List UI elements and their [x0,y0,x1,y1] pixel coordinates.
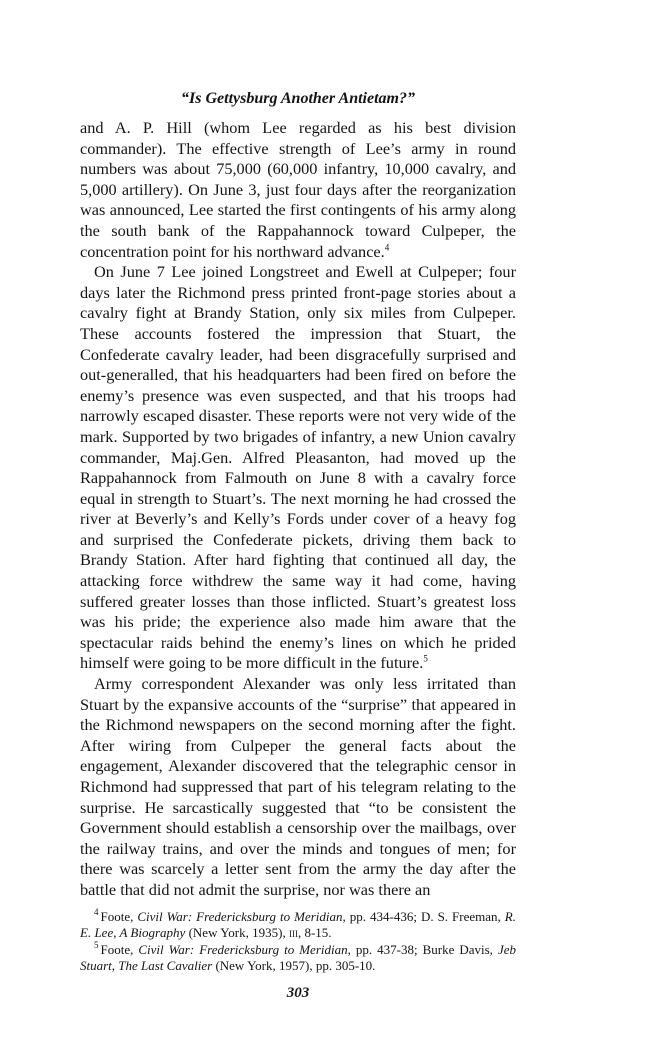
paragraph-2 [80,262,516,674]
running-head: “Is Gettysburg Another Antietam?” [181,90,415,107]
footnote-segment: Foote, [100,941,139,957]
paragraph-text: On June 7 Lee joined Longstreet and Ewell at Culpeper; four days later the Richmond press printed front-page stories about a cavalry fight at Brandy Station, only six miles from Culpeper. These accounts fostered the impression that Stuart, the Confederate cavalry leader, had been disgracefully surprised and out-generalled, that his headquarters had been fired on before the enemy’s presence was even suspected, and that his troops had narrowly escaped disaster. These reports were not very wide of the mark. Supported by two brigades of infantry, a new Union cavalry commander, Maj.Gen. Alfred Pleasanton, had moved up the Rappahannock from Falmouth on June 8 with a cavalry force equal in strength to Stuart’s. The next morning he had crossed the river at Beverly’s and Kelly’s Fords under cover of a heavy fog and surprised the Confederate pickets, driving them back to Brandy Station. After hard fighting that continued all day, the attacking force withdrew the same way it had come, having suffered greater losses than those inflicted. Stuart’s greatest loss was his pride; the experience also made him aware that the spectacular raids behind the enemy’s lines on which he prided himself were going to be more difficult in the future. [80,262,516,673]
footnote-ref-4: 4 [384,242,390,253]
footnote-text [80,942,516,974]
footnote-number: 4 [94,907,99,918]
footnote-segment: Foote, [100,908,138,924]
footnote-segment: (New York, 1957), pp. 305-10. [212,958,376,974]
body-text [80,118,516,901]
footnote-text [80,909,516,941]
paragraph-1 [80,118,516,262]
footnote-segment: Civil War: Fredericksburg to Meridian, [138,941,351,957]
footnote-segment: Jeb Stuart, The Last Cavalier [80,941,516,974]
footnote-number: 5 [94,940,99,951]
footnote-ref-5: 5 [423,654,428,665]
footnote-5 [80,942,516,975]
footnote-segment: pp. 434-436; D. S. Freeman, [345,908,505,924]
paragraph-3 [80,674,516,901]
footnotes [80,909,516,975]
footnote-segment: iii [288,925,298,941]
footnote-4 [80,909,516,942]
footnote-segment: Civil War: Fredericksburg to Meridian, [137,908,346,924]
page-number: 303 [286,984,310,1001]
paragraph-text: and A. P. Hill (whom Lee regarded as his best division commander). The effective strength of Lee’s army in round numbers was about 75,000 (60,000 infantry, 10,000 cavalry, and 5,000 artillery). On June 3, just four days after the reorganization was announced, Lee started the first contingents of his army along the south bank of the Rappahannock toward Culpeper, the concentration point for his northward advance. [80,118,516,261]
footnote-segment: R. E. Lee, A Biography [80,908,516,941]
book-page [80,88,516,1002]
footnote-segment: (New York, 1935), [185,925,289,941]
footnote-segment: , 8-15. [297,925,332,941]
paragraph-text: Army correspondent Alexander was only less irritated than Stuart by the expansive accounts of the “surprise” that appeared in the Richmond newspapers on the second morning after the fight. After wiring from Culpeper the general facts about the engagement, Alexander discovered that the telegraphic censor in Richmond had suppressed that part of his telegram relating to the surprise. He sarcastically suggested that “to be consistent the Government should establish a censorship over the mailbags, over the railway trains, and over the minds and tongues of men; for there was scarcely a letter sent from the army the day after the battle that did not admit the surprise, nor was there an [80,674,516,899]
footnote-segment: pp. 437-38; Burke Davis, [350,941,498,957]
